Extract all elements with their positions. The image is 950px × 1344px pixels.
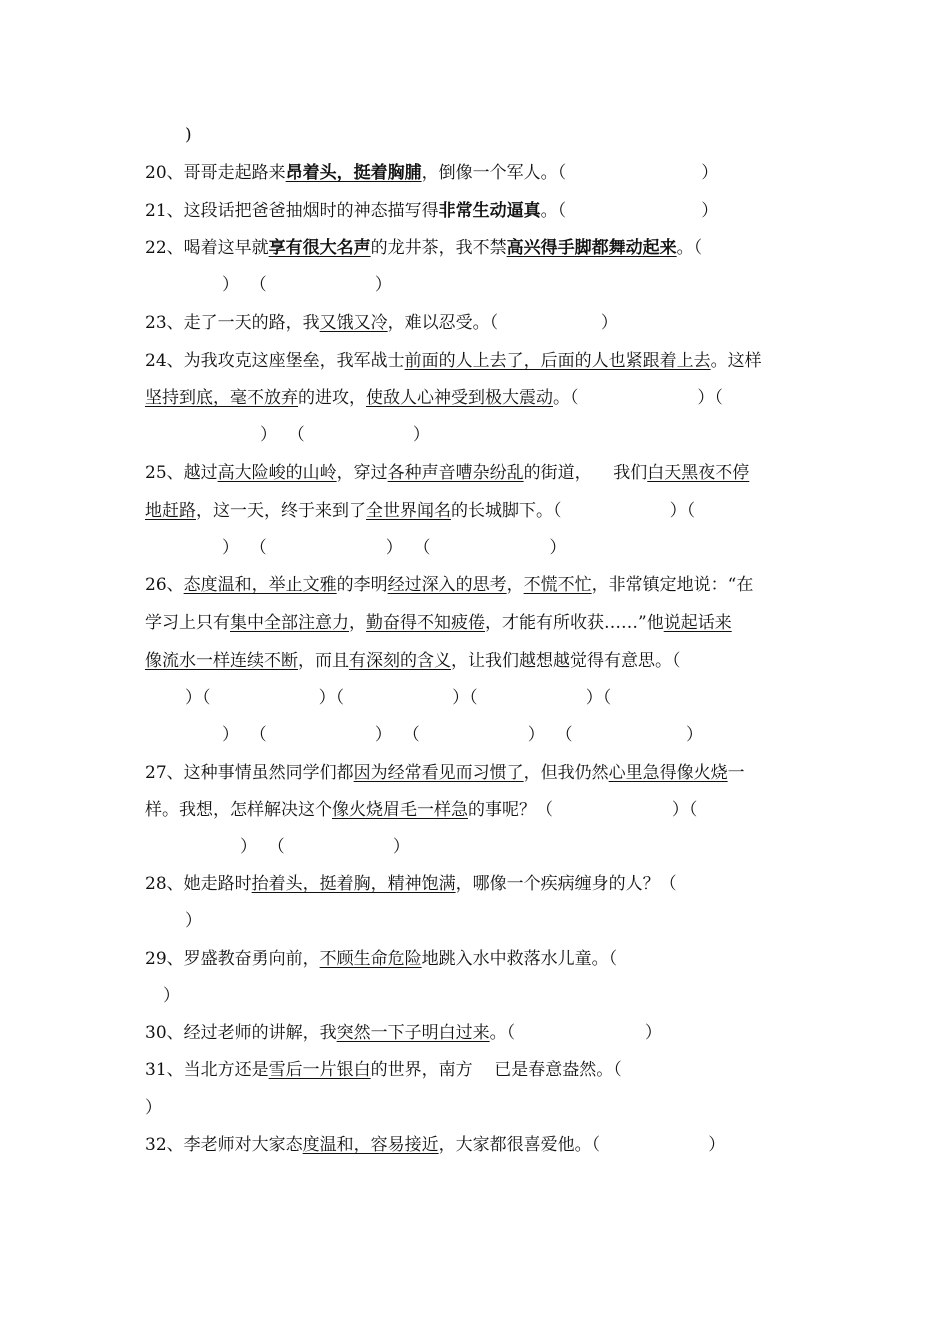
text-line: [185, 687, 611, 709]
text-segment: 20、哥哥走起路来: [145, 163, 286, 183]
text-segment: 29、罗盛教奋勇向前，: [145, 949, 320, 969]
text-segment: 26、: [145, 575, 184, 595]
bold-phrase: 非常生动逼真: [438, 201, 541, 221]
text-line: [185, 124, 192, 146]
text-line: [145, 312, 618, 334]
underlined-phrase: 集中全部注意力: [230, 613, 349, 633]
text-line: [145, 387, 723, 409]
text-segment: ） （ ）: [222, 275, 392, 295]
text-segment: ） （ ） （ ） （ ）: [222, 725, 704, 745]
text-segment: ，哪像一个疾病缠身的人？（: [455, 874, 677, 894]
text-line: [145, 162, 718, 184]
text-line: [260, 424, 430, 446]
text-segment: 27、这种事情虽然同学们都: [145, 763, 354, 783]
text-segment: 样。我想，怎样解决这个: [145, 800, 332, 820]
text-segment: 31、当北方还是: [145, 1060, 269, 1080]
text-segment: ，非常镇定地说：“在: [591, 575, 754, 595]
underlined-phrase: 经过深入的思考: [387, 575, 507, 595]
underlined-phrase: 享有很大名声: [268, 238, 371, 258]
text-segment: 。（ ）: [540, 201, 719, 221]
text-line: [145, 500, 695, 522]
text-segment: 一: [727, 763, 745, 783]
underlined-phrase: 心里急得像火烧: [608, 763, 728, 783]
text-segment: ): [185, 125, 192, 145]
underlined-phrase: 突然一下子明白过来: [336, 1023, 490, 1043]
text-segment: 学习上只有: [145, 613, 230, 633]
text-segment: ，这一天，终于来到了: [196, 501, 366, 521]
text-segment: ，才能有所收获……”他: [485, 613, 664, 633]
text-segment: ，而且: [298, 651, 349, 671]
text-line: [222, 274, 392, 296]
text-segment: ）（ ）（ ）（ ）（: [185, 688, 612, 708]
text-line: [145, 574, 753, 596]
text-segment: ） （ ） （ ）: [222, 538, 567, 558]
text-segment: ，倒像一个军人。（ ）: [421, 163, 719, 183]
text-line: [145, 612, 732, 634]
text-segment: 的街道， 我们: [523, 463, 648, 483]
text-segment: ）: [145, 1098, 162, 1118]
underlined-phrase: 雪后一片银白: [268, 1060, 371, 1080]
text-line: [145, 1022, 662, 1044]
text-segment: 30、经过老师的讲解，我: [145, 1023, 337, 1043]
text-segment: 的龙井茶，我不禁: [370, 238, 507, 258]
text-line: [145, 462, 749, 484]
text-segment: 的李明: [336, 575, 388, 595]
underlined-phrase: 说起话来: [663, 613, 732, 633]
underlined-phrase: 不顾生命危险: [319, 949, 422, 969]
text-segment: ） （ ）: [260, 425, 430, 445]
text-segment: 23、走了一天的路，我: [145, 313, 320, 333]
underlined-phrase: 态度温和，举止文雅: [183, 575, 337, 595]
text-segment: 21、这段话把爸爸抽烟时的神态描写得: [145, 201, 439, 221]
text-segment: ，: [349, 613, 366, 633]
text-line: [145, 1059, 622, 1081]
text-segment: 32、李老师对大家态: [145, 1135, 303, 1155]
text-segment: ，: [506, 575, 524, 595]
text-line: [145, 200, 718, 222]
text-segment: ，穿过: [336, 463, 388, 483]
text-segment: 。（ ）: [489, 1023, 662, 1043]
underlined-phrase: 抬着头，挺着胸，精神饱满: [251, 874, 456, 894]
text-line: [145, 1134, 725, 1156]
text-segment: 地跳入水中救落水儿童。（: [421, 949, 618, 969]
text-segment: ，大家都很喜爱他。（ ）: [438, 1135, 726, 1155]
text-segment: ）: [185, 911, 202, 931]
underlined-phrase: 坚持到底，毫不放弃: [145, 388, 298, 408]
text-segment: 。这样: [710, 351, 762, 371]
underlined-phrase: 高大险峻的山岭: [217, 463, 337, 483]
underlined-phrase: 前面的人上去了，后面的人也紧跟着上去: [404, 351, 711, 371]
text-line: [145, 762, 745, 784]
underlined-phrase: 昂着头，挺着胸脯: [285, 163, 422, 183]
text-segment: 22、喝着这早就: [145, 238, 269, 258]
underlined-phrase: 像火烧眉毛一样急: [332, 800, 468, 820]
text-segment: ，让我们越想越觉得有意思。（: [451, 651, 681, 671]
text-segment: ）: [163, 986, 180, 1006]
underlined-phrase: 又饿又冷: [319, 313, 388, 333]
text-segment: 的进攻，: [298, 388, 366, 408]
underlined-phrase: 全世界闻名: [366, 501, 451, 521]
underlined-phrase: 白天黑夜不停: [647, 463, 750, 483]
underlined-phrase: 高兴得手脚都舞动起来: [506, 238, 677, 258]
text-line: [145, 650, 681, 672]
underlined-phrase: 有深刻的含义: [349, 651, 451, 671]
underlined-phrase: 因为经常看见而习惯了: [353, 763, 524, 783]
underlined-phrase: 勤奋得不知疲倦: [366, 613, 485, 633]
text-segment: 的长城脚下。（ ）（: [451, 501, 696, 521]
text-segment: ） （ ）: [240, 837, 410, 857]
text-line: [145, 948, 617, 970]
underlined-phrase: 地赶路: [145, 501, 196, 521]
text-segment: ，但我仍然: [523, 763, 609, 783]
underlined-phrase: 像流水一样连续不断: [145, 651, 298, 671]
text-segment: 的事呢？（ ）（: [468, 800, 698, 820]
text-segment: 24、为我攻克这座堡垒，我军战士: [145, 351, 405, 371]
underlined-phrase: 使敌人心神受到极大震动: [366, 388, 553, 408]
text-line: [222, 537, 566, 559]
text-segment: 的世界，南方 已是春意盎然。（: [370, 1060, 622, 1080]
text-line: [145, 1097, 162, 1119]
text-segment: 28、她走路时: [145, 874, 252, 894]
text-line: [145, 799, 697, 821]
underlined-phrase: 不慌不忙: [523, 575, 592, 595]
text-line: [163, 985, 180, 1007]
text-line: [185, 910, 202, 932]
text-line: [240, 836, 410, 858]
text-line: [222, 724, 703, 746]
text-segment: 25、越过: [145, 463, 218, 483]
text-line: [145, 350, 762, 372]
underlined-phrase: 各种声音嘈杂纷乱: [387, 463, 524, 483]
text-line: [145, 873, 677, 895]
text-line: [145, 237, 702, 259]
underlined-phrase: 度温和，容易接近: [302, 1135, 439, 1155]
text-segment: 。（ ）（: [553, 388, 723, 408]
text-segment: ，难以忍受。（ ）: [387, 313, 618, 333]
text-segment: 。（: [676, 238, 703, 258]
